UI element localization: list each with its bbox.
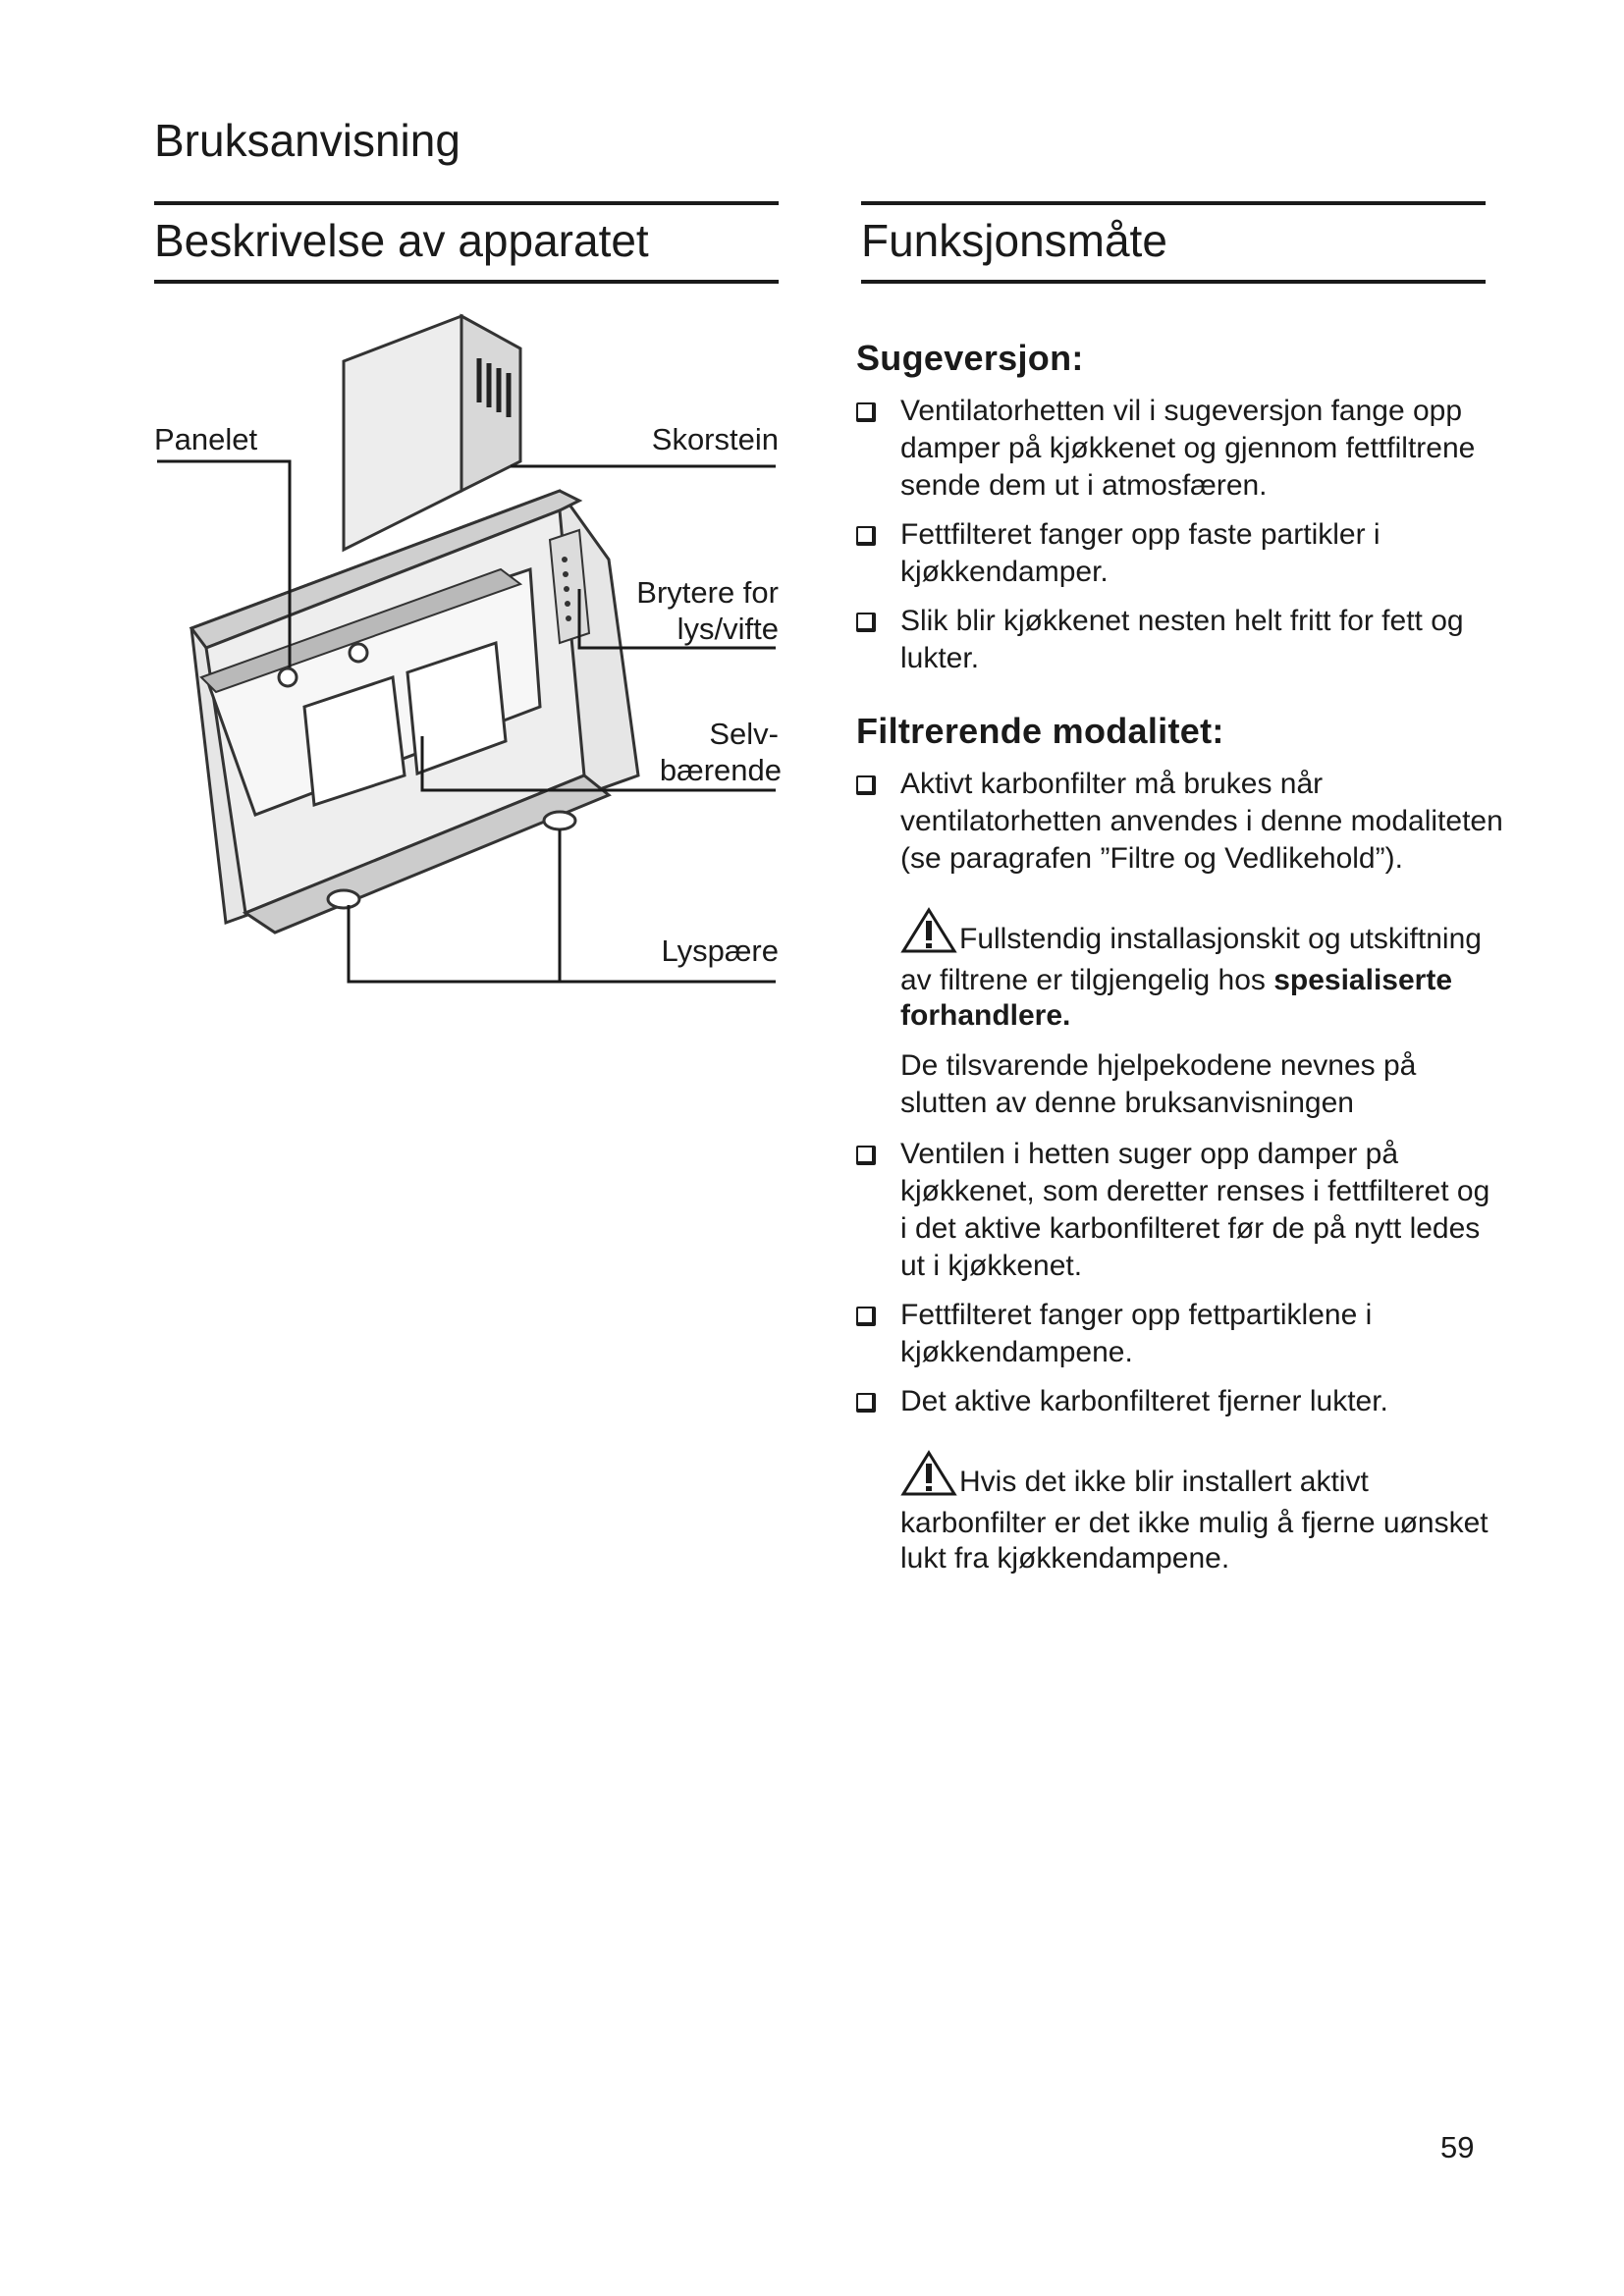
warning-text: Hvis det ikke blir installert aktivt karbonfilter er det ikke mulig å fjerne uønsket lukt fra kjøkkendampene. bbox=[900, 1466, 1489, 1575]
filtrerende-heading: Filtrerende modalitet: bbox=[856, 711, 1224, 751]
warning-triangle-icon bbox=[900, 907, 957, 963]
section-heading-function: Funksjonsmåte bbox=[861, 215, 1167, 266]
list-item: Ventilatorhetten vil i sugeversjon fange opp damper på kjøkkenet og gjennom fettfiltrene sende dem ut i atmosfæren. bbox=[856, 393, 1504, 505]
label-skorstein: Skorstein bbox=[651, 422, 779, 456]
list-item: Aktivt karbonfilter må brukes når ventilatorhetten anvendes i denne modaliteten (se paragrafen ”Filtre og Vedlikehold”). bbox=[856, 766, 1504, 878]
heading-rule-top bbox=[861, 201, 1486, 205]
label-lyspaere: Lyspære bbox=[661, 934, 779, 968]
label-brytere-1: Brytere for bbox=[636, 575, 779, 610]
list-item: Fettfilteret fanger opp faste partikler i kjøkkendamper. bbox=[856, 516, 1504, 591]
checkbox-bullet-icon bbox=[856, 775, 876, 795]
label-selv-1: Selv- bbox=[709, 717, 779, 751]
warning-note bbox=[856, 1450, 1504, 1576]
page-number: 59 bbox=[1440, 2130, 1475, 2164]
checkbox-bullet-icon bbox=[856, 613, 876, 632]
list-item: Fettfilteret fanger opp fettpartiklene i kjøkkendampene. bbox=[856, 1297, 1504, 1371]
list-item: Ventilen i hetten suger opp damper på kjøkkenet, som deretter renses i fettfilteret og i det aktive karbonfilteret før de på nytt ledes ut i kjøkkenet. bbox=[856, 1136, 1504, 1285]
checkbox-bullet-icon bbox=[856, 402, 876, 422]
warning-note bbox=[856, 907, 1504, 1034]
heading-rule-bottom bbox=[861, 280, 1486, 284]
label-selv-2: bærende bbox=[659, 753, 782, 787]
list-item: Det aktive karbonfilteret fjerner lukter. bbox=[856, 1383, 1504, 1420]
warning-strong: spesialiserte forhandlere. bbox=[900, 964, 1453, 1032]
hood-illustration bbox=[147, 304, 785, 991]
checkbox-bullet-icon bbox=[856, 1393, 876, 1413]
label-panelet: Panelet bbox=[154, 422, 258, 456]
checkbox-bullet-icon bbox=[856, 1146, 876, 1165]
hood-diagram bbox=[147, 304, 785, 991]
checkbox-bullet-icon bbox=[856, 1307, 876, 1326]
warning-triangle-icon bbox=[900, 1450, 957, 1506]
warning-text: Fullstendig installasjonskit og utskiftning av filtrene er tilgjengelig hos bbox=[900, 923, 1482, 996]
heading-rule-bottom bbox=[154, 280, 779, 284]
list-item: Slik blir kjøkkenet nesten helt fritt for fett og lukter. bbox=[856, 603, 1504, 677]
checkbox-bullet-icon bbox=[856, 526, 876, 546]
section-heading-description: Beskrivelse av apparatet bbox=[154, 215, 649, 266]
sugeversjon-heading: Sugeversjon: bbox=[856, 338, 1084, 378]
label-brytere-2: lys/vifte bbox=[677, 612, 779, 646]
function-content bbox=[856, 338, 1504, 1590]
help-codes-paragraph: De tilsvarende hjelpekodene nevnes på slutten av denne bruksanvisningen bbox=[900, 1049, 1417, 1119]
page-title: Bruksanvisning bbox=[154, 115, 460, 166]
heading-rule-top bbox=[154, 201, 779, 205]
